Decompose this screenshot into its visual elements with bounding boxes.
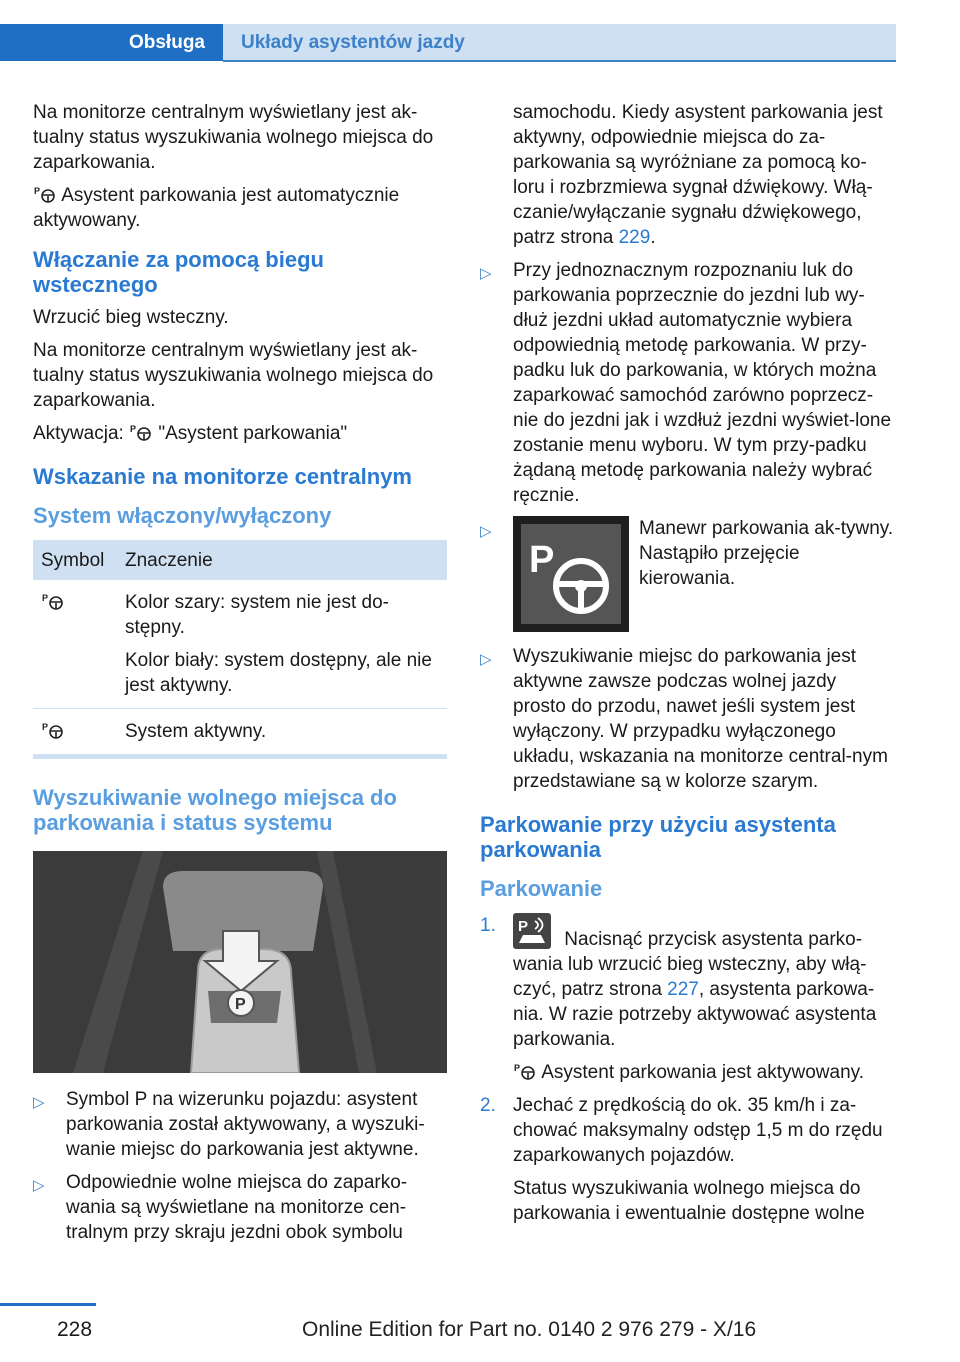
section-heading: Włączanie za pomocą biegu wstecznego	[33, 247, 324, 297]
tab-obsluga[interactable]: Obsługa	[0, 24, 223, 61]
bullet-triangle-icon: ▷	[33, 1177, 45, 1194]
section-heading: Parkowanie przy użyciu asystenta parkowania	[480, 812, 836, 862]
footer-rule	[0, 1303, 96, 1306]
paragraph	[513, 1060, 894, 1085]
tab-section[interactable]: Układy asystentów jazdy	[223, 24, 896, 61]
paragraph: samochodu. Kiedy asystent parkowania jest aktywny, odpowiednie miejsca do za‐parkowania są wyróżniane za pomocą ko‐loru i rozbrzmiewa sygnał dźwiękowy. Włą‐czanie/wyłączanie sygnału dźwiękowego, patrz strona 229.	[513, 102, 883, 248]
paragraph-text: samochodu. Kiedy asystent parkowania jest aktywny, odpowiednie miejsca do za‐parkowania są wyróżniane za pomocą ko‐loru i rozbrzmiewa sygnał dźwiękowy. Włą‐czanie/wyłączanie sygnału dźwiękowego, patrz strona	[513, 102, 883, 248]
paragraph	[33, 183, 449, 233]
table-cell-text: System aktywny.	[117, 709, 447, 757]
page-header	[0, 0, 960, 62]
svg-text:P: P	[42, 722, 49, 732]
svg-text:P: P	[42, 593, 49, 603]
list-item-text: Symbol P na wizerunku pojazdu: asystent parkowania został aktywowany, a wyszuki‐wanie miejsc do parkowania jest aktywne.	[66, 1089, 425, 1160]
list-item	[480, 516, 894, 636]
edition-note: Online Edition for Part no. 0140 2 976 279 - X/16	[302, 1318, 757, 1341]
park-assist-icon	[33, 185, 57, 203]
table-row	[33, 580, 447, 709]
list-item-text: Status wyszukiwania wolnego miejsca do parkowania i ewentualnie dostępne wolne	[513, 1178, 865, 1224]
symbol-table	[33, 540, 447, 759]
subsection-heading: Wyszukiwanie wolnego miejsca do parkowania i status systemu	[33, 785, 397, 835]
central-display-illustration	[33, 851, 447, 1073]
list-item-text: Manewr parkowania ak‐tywny. Nastąpiło przejęcie kierowania.	[639, 518, 894, 589]
list-item	[480, 258, 894, 508]
svg-text:P: P	[514, 1063, 521, 1073]
paragraph: Na monitorze centralnym wyświetlany jest ak‐tualny status wyszukiwania wolnego miejsca do zaparkowania.	[33, 102, 434, 173]
paragraph: Na monitorze centralnym wyświetlany jest ak‐tualny status wyszukiwania wolnego miejsca do zaparkowania.	[33, 340, 434, 411]
table-cell-text: Kolor biały: system dostępny, ale nie jest aktywny.	[125, 650, 432, 696]
table-cell-text: Kolor szary: system nie jest do‐stępny.	[125, 592, 389, 638]
list-item-text: Przy jednoznacznym rozpoznaniu luk do parkowania poprzecznie do jezdni lub wy‐dłuż jezdni układ automatycznie wybiera odpowiednią metodę parkowania. W przy‐padku luk do parkowania, w których można zaparkować samochód zarówno poprzecz‐nie do jezdni jak i wzdłuż jezdni wyświet‐lone zostanie menu wyboru. W tym przy‐padku żądaną metodę parkowania należy wybrać ręcznie.	[513, 260, 892, 506]
list-item	[480, 644, 894, 794]
table-header-symbol: Symbol	[33, 540, 117, 580]
paragraph	[33, 421, 449, 446]
page-link-229[interactable]: 229	[618, 227, 651, 248]
right-column	[480, 100, 894, 1234]
paragraph-text: Asystent parkowania jest aktywowany.	[541, 1062, 865, 1083]
header-rule	[223, 60, 896, 62]
list-item	[480, 1093, 894, 1226]
park-assist-button-icon	[513, 913, 551, 949]
parking-maneuver-active-icon	[513, 516, 629, 632]
step-number: 2.	[480, 1095, 496, 1116]
subsection-heading: Parkowanie	[480, 876, 603, 901]
park-assist-icon	[129, 423, 153, 441]
park-assist-icon	[513, 1062, 537, 1080]
step-number: 1.	[480, 915, 496, 936]
list-item-text: Wyszukiwanie miejsc do parkowania jest aktywne zawsze podczas wolnej jazdy prosto do przodu, nawet jeśli system jest wyłączony. W przypadku wyłączonego układu, wskazania na monitorze central‐nym przedstawiane są w kolorze szarym.	[513, 646, 888, 792]
bullet-triangle-icon: ▷	[480, 651, 492, 668]
svg-text:P: P	[34, 186, 41, 196]
bullet-triangle-icon: ▷	[480, 265, 492, 282]
list-item-text: , asystenta parkowa‐nia. W razie potrzeby aktywować asystenta parkowania.	[513, 979, 877, 1050]
list-item-text: Nacisnąć przycisk asystenta parko‐wania lub wrzucić bieg wsteczny, aby włą‐czyć, patrz strona	[513, 929, 867, 1000]
park-assist-active-icon	[41, 721, 65, 739]
page-link-227[interactable]: 227	[667, 979, 699, 1000]
activation-label: Aktywacja:	[33, 423, 124, 444]
activation-menu-item: "Asystent parkowania"	[158, 423, 348, 444]
svg-text:P: P	[529, 539, 555, 581]
list-item	[33, 1170, 449, 1245]
paragraph-text: Asystent parkowania jest automatycznie aktywowany.	[33, 185, 400, 231]
paragraph: Wrzucić bieg wsteczny.	[33, 307, 229, 328]
section-heading: Wskazanie na monitorze centralnym	[33, 464, 412, 489]
table-row	[33, 709, 447, 757]
list-item-text: Jechać z prędkością do ok. 35 km/h i za‐chować maksymalny odstęp 1,5 m do rzędu zaparkowanych pojazdów.	[513, 1095, 883, 1166]
table-header-meaning: Znaczenie	[117, 540, 447, 580]
bullet-triangle-icon: ▷	[33, 1094, 45, 1111]
svg-text:P: P	[518, 918, 529, 935]
page-number: 228	[57, 1318, 93, 1341]
subsection-heading: System włączony/wyłączony	[33, 503, 332, 528]
park-assist-icon	[41, 592, 65, 610]
svg-text:P: P	[130, 424, 137, 434]
list-item	[480, 913, 894, 1085]
left-column	[33, 100, 449, 1253]
list-item-text: Odpowiednie wolne miejsca do zaparko‐wania są wyświetlane na monitorze cen‐tralnym przy skraju jezdni obok symbolu	[66, 1172, 408, 1243]
list-item	[33, 1087, 449, 1162]
bullet-triangle-icon: ▷	[480, 523, 492, 540]
svg-text:P: P	[235, 996, 246, 1013]
